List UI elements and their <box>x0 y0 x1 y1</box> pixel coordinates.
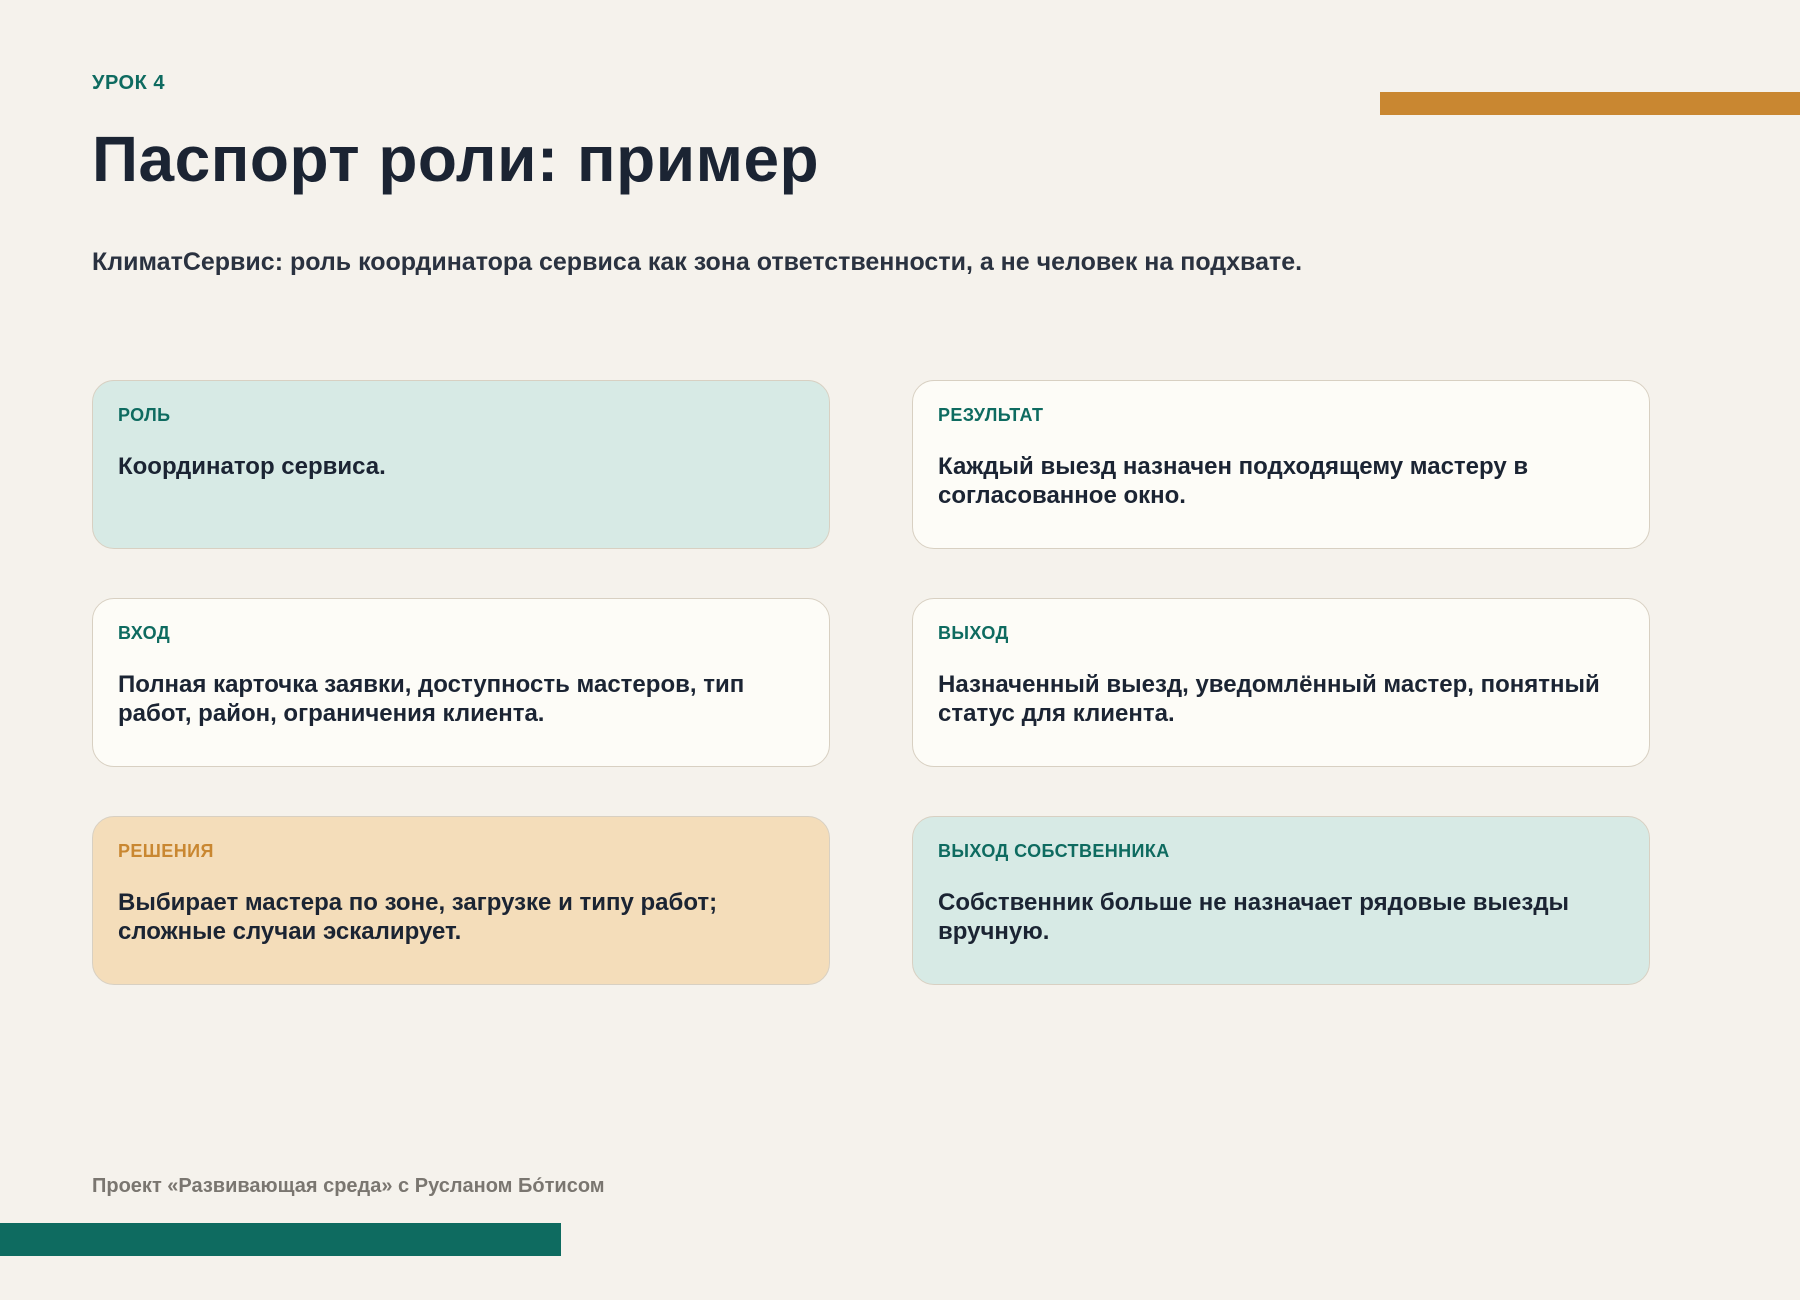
card-output <box>912 598 1650 767</box>
card-text: Каждый выезд назначен подходящему мастеру в согласованное окно. <box>938 453 1529 509</box>
card-text: Собственник больше не назначает рядовые выезды вручную. <box>938 889 1570 945</box>
top-accent-bar <box>1380 92 1800 115</box>
card-text: Выбирает мастера по зоне, загрузке и типу работ; сложные случаи эскалирует. <box>118 889 718 945</box>
card-label: ВЫХОД <box>938 623 1009 643</box>
bottom-accent-bar <box>0 1223 561 1256</box>
card-label: РЕШЕНИЯ <box>118 841 214 861</box>
card-label: ВХОД <box>118 623 171 643</box>
card-decisions <box>92 816 830 985</box>
page-subtitle: КлиматСервис: роль координатора сервиса как зона ответственности, а не человек на подхвате. <box>92 248 1303 276</box>
card-input <box>92 598 830 767</box>
card-result <box>912 380 1650 549</box>
footer-credit: Проект «Развивающая среда» с Русланом Бо́тисом <box>92 1175 605 1197</box>
card-text: Координатор сервиса. <box>118 453 386 480</box>
card-text: Назначенный выезд, уведомлённый мастер, понятный статус для клиента. <box>938 671 1600 727</box>
lesson-label: УРОК 4 <box>92 72 165 94</box>
card-label: РОЛЬ <box>118 405 171 425</box>
card-role <box>92 380 830 549</box>
page-title: Паспорт роли: пример <box>92 123 820 195</box>
card-label: ВЫХОД СОБСТВЕННИКА <box>938 841 1170 861</box>
card-label: РЕЗУЛЬТАТ <box>938 405 1044 425</box>
card-text: Полная карточка заявки, доступность мастеров, тип работ, район, ограничения клиента. <box>118 671 745 727</box>
card-owner-exit <box>912 816 1650 985</box>
